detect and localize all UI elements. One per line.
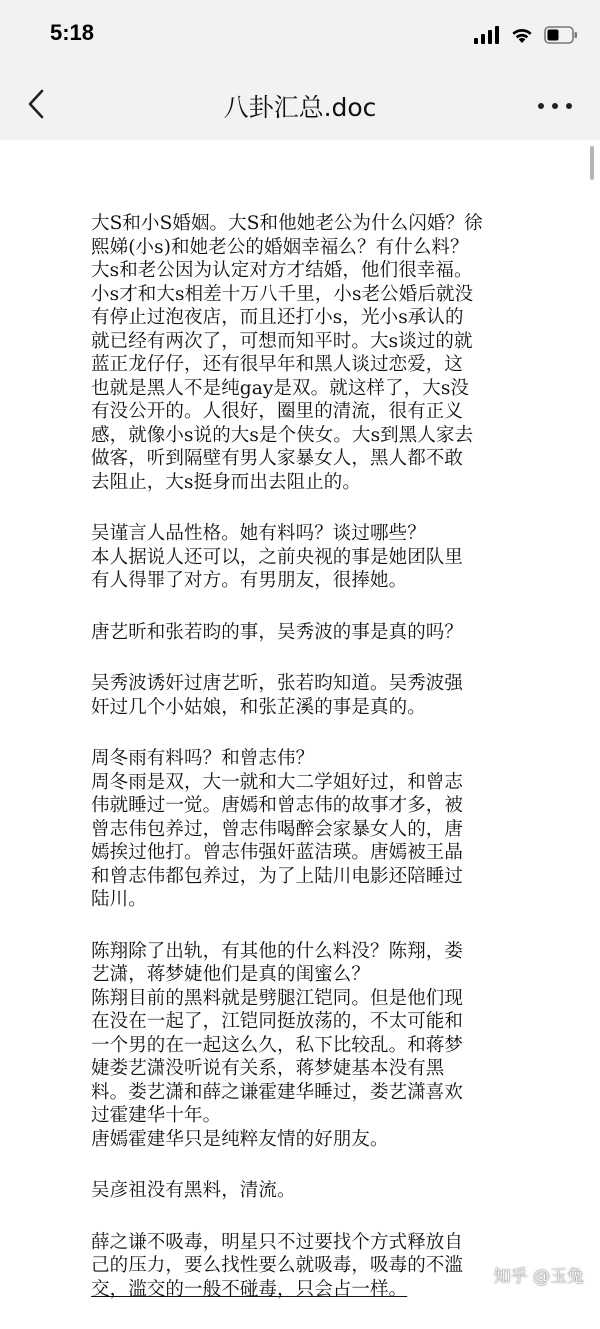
more-dot — [552, 103, 558, 109]
status-bar — [0, 0, 600, 72]
doc-line: 唐艺昕和张若昀的事，吴秀波的事是真的吗？ — [91, 621, 464, 643]
document-title: 八卦汇总.doc — [223, 93, 377, 122]
navigation-bar — [0, 72, 600, 140]
more-options-button[interactable] — [538, 94, 572, 118]
document-body — [91, 212, 517, 1329]
scrollbar-thumb[interactable] — [590, 146, 594, 180]
doc-line: 艺潇，蒋梦婕他们是真的闺蜜么？ — [91, 964, 371, 985]
back-button[interactable] — [18, 88, 54, 124]
doc-line: 嫣挨过他打。曾志伟强奸蓝洁瑛。唐嫣被王晶 — [91, 842, 464, 863]
more-dot — [566, 103, 572, 109]
doc-line: 蓝正龙仔仔，还有很早年和黑人谈过恋爱，这 — [91, 354, 464, 375]
doc-line: 吴谨言人品性格。她有料吗？谈过哪些？ — [91, 523, 426, 544]
doc-line: 去阻止，大s挺身而出去阻止的。 — [91, 471, 361, 493]
doc-line: 吴彦祖没有黑料，清流。 — [91, 1180, 296, 1201]
doc-line: 唐嫣霍建华只是纯粹友情的好朋友。 — [91, 1128, 389, 1150]
doc-line: 熙娣(小s)和她老公的婚姻幸福么？有什么料？ — [91, 236, 469, 258]
doc-line: 有人得罪了对方。有男朋友，很捧她。 — [91, 570, 408, 591]
chevron-left-icon — [26, 89, 46, 123]
doc-line: 也就是黑人不是纯gay是双。就这样了，大s没 — [91, 377, 470, 399]
doc-line: 己的压力，要么找性要么就吸毒，吸毒的不滥 — [91, 1255, 464, 1276]
doc-line: 陆川。 — [91, 889, 147, 910]
doc-line: 和曾志伟都包养过，为了上陆川电影还陪睡过 — [91, 865, 464, 887]
doc-line: 大S和小S婚姻。大S和他她老公为什么闪婚？徐 — [91, 213, 483, 234]
doc-paragraph — [91, 212, 517, 494]
doc-line: 陈翔目前的黑料就是劈腿江铠同。但是他们现 — [91, 987, 464, 1009]
doc-line: 一个男的在一起这么久，私下比较乱。和蒋梦 — [91, 1034, 464, 1056]
status-icons — [474, 26, 578, 48]
doc-line: 过霍建华十年。 — [91, 1105, 222, 1126]
doc-line: 吴秀波诱奸过唐艺昕，张若昀知道。吴秀波强 — [91, 673, 464, 694]
doc-line: 小s才和大s相差十万八千里，小s老公婚后就没 — [91, 283, 474, 305]
doc-line: 有停止过泡夜店，而且还打小s，光小s承认的 — [91, 307, 464, 328]
doc-line: 做客，听到隔壁有男人家暴女人，黑人都不敢 — [91, 448, 464, 469]
doc-line: 有没公开的。人很好，圈里的清流，很有正义 — [91, 401, 464, 422]
battery-icon — [544, 26, 578, 48]
cellular-signal-icon — [474, 26, 500, 48]
doc-paragraph — [91, 1179, 517, 1203]
doc-line: 婕娄艺潇没听说有关系，蒋梦婕基本没有黑 — [91, 1058, 445, 1079]
doc-line: 在没在一起了，江铠同挺放荡的，不太可能和 — [91, 1011, 464, 1032]
more-dot — [538, 103, 544, 109]
doc-paragraph — [91, 747, 517, 912]
doc-line: 感，就像小s说的大s是个侠女。大s到黑人家去 — [91, 424, 474, 446]
doc-paragraph — [91, 522, 517, 593]
wifi-icon — [510, 26, 534, 48]
doc-line: 交，滥交的一般不碰毒，只会占一样。 — [91, 1278, 408, 1300]
doc-line: 周冬雨是双，大一就和大二学姐好过，和曾志 — [91, 771, 464, 793]
doc-line: 周冬雨有料吗？和曾志伟？ — [91, 748, 315, 769]
doc-line: 料。娄艺潇和薛之谦霍建华睡过，娄艺潇喜欢 — [91, 1081, 464, 1103]
doc-line: 伟就睡过一觉。唐嫣和曾志伟的故事才多，被 — [91, 795, 464, 816]
doc-line: 本人据说人还可以，之前央视的事是她团队里 — [91, 546, 464, 568]
zhihu-watermark: 知乎 @玉兔 — [493, 1267, 584, 1287]
doc-line: 就已经有两次了，可想而知平时。大s谈过的就 — [91, 330, 473, 352]
status-time: 5:18 — [50, 20, 95, 45]
doc-line: 曾志伟包养过，曾志伟喝醉会家暴女人的，唐 — [91, 818, 464, 840]
doc-paragraph — [91, 621, 517, 645]
doc-line: 陈翔除了出轨，有其他的什么料没？陈翔，娄 — [91, 940, 464, 962]
doc-paragraph — [91, 1231, 517, 1302]
doc-line: 奸过几个小姑娘，和张芷溪的事是真的。 — [91, 696, 426, 718]
doc-line: 薛之谦不吸毒，明星只不过要找个方式释放自 — [91, 1231, 464, 1253]
doc-line: 大s和老公因为认定对方才结婚，他们很幸福。 — [91, 260, 473, 281]
doc-paragraph — [91, 940, 517, 1152]
doc-paragraph — [91, 672, 517, 719]
